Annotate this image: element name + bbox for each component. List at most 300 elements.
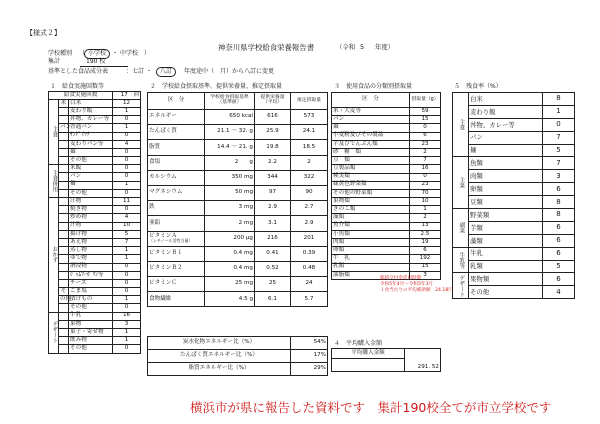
meal-subgroup [59,238,69,246]
meal-count: 0 [113,288,141,296]
food-row [332,165,441,173]
school-type-close: ） [144,50,151,57]
school-type-selected: 小学校 [84,49,110,59]
food-row [332,173,441,181]
ratio-row [148,337,328,350]
leftover-row [453,93,575,106]
meal-item: その他 [69,189,113,197]
food-row [332,255,441,263]
meal-subgroup: そ [59,288,69,296]
nutrient-name: カルシウム [148,170,205,185]
meal-count: 0 [113,271,141,279]
ratio-label: 脂質エネルギー比（%） [148,363,291,376]
leftover-rate: 7 [543,131,575,144]
nutrient-standard: 0.4 mg [205,261,255,276]
leftover-rate: 5 [543,144,575,157]
meal-subgroup [59,148,69,156]
meal-row [49,271,141,279]
meal-subgroup [59,312,69,320]
leftover-row [453,170,575,183]
meal-row [49,132,141,140]
meal-row [49,263,141,271]
meal-subgroup [59,116,69,124]
food-row [332,132,441,140]
leftover-item: 麺 [469,144,543,157]
food-category: 豆製品類 [332,165,410,173]
meal-item: 麺 [69,181,113,189]
meal-item: 麺 [69,148,113,156]
food-amount: 192 [410,255,441,263]
leftover-row [453,260,575,273]
food-row [332,198,441,206]
meal-subgroup [59,198,69,206]
meal-count: 0 [113,279,141,287]
leftover-group-label: 主食 [453,93,469,157]
meal-row [49,304,141,312]
leftover-table [452,92,575,299]
food-category: 小魚類 [332,230,410,238]
meal-count: 1 [113,296,141,304]
meal-count: 0 [113,304,141,312]
food-amount: 59 [410,108,441,116]
leftover-item: 果物類 [469,273,543,286]
meal-count-label: 給食実施回数 [49,92,113,100]
food-category: 魚介類 [332,222,410,230]
meal-count: 0 [113,189,141,197]
leftover-item: 麦わり飯 [469,105,543,118]
food-category: 豆 類 [332,157,410,165]
nutrition-row [148,261,328,276]
meal-count: 1 [113,124,141,132]
meal-row [49,255,141,263]
subsidy-note-line3: １食当たりの平均補助額 24.18円 [380,288,453,294]
meal-subgroup [59,165,69,173]
food-intake-table [331,92,441,280]
nutrition-row [148,231,328,246]
food-category: 藻類 [332,214,410,222]
nutrition-row [148,125,328,140]
meal-row [49,99,141,107]
leftover-group-label: 主菜 [453,157,469,209]
footer-annotation: 横浜市が県に報告した資料です 集計190校全てが市立学校です [190,400,552,415]
meal-count: 12 [113,99,141,107]
nutrient-standard: 650 kcal [205,110,255,125]
food-category: パン [332,116,410,124]
meal-subgroup [59,107,69,115]
food-amount: 6 [410,132,441,140]
meal-item: その他 [69,157,113,165]
nutrition-row [148,201,328,216]
meal-count: 11 [113,198,141,206]
ratio-value: 17% [291,350,328,363]
nutrient-standard: 0.4 mg [205,246,255,261]
leftover-item: 野菜類 [469,209,543,222]
s2-col-standard: 学校給食摂取基準（基準値） [205,93,255,110]
meal-subgroup [59,157,69,165]
leftover-rate: 8 [543,196,575,209]
ratio-value: 54% [291,337,328,350]
s2-col-item: 区 分 [148,93,205,110]
nutrient-subname: （レチノール活性当量） [149,238,193,244]
meal-item: 白米 [69,99,113,107]
meal-count: 1 [113,107,141,115]
nutrient-provided: 2.9 [255,201,291,216]
nutrition-row [148,277,328,292]
nutrition-row [148,292,328,307]
nutrient-provided: 0.41 [255,246,291,261]
meal-row [49,140,141,148]
leftover-item: その他 [469,286,543,299]
meal-subgroup [59,189,69,197]
food-row [332,181,441,189]
food-category: 麺 [332,124,410,132]
meal-count: 0 [113,116,141,124]
meal-item: 汁物 [69,198,113,206]
meal-row [49,198,141,206]
meal-item: ごま塩 [69,288,113,296]
standard-note: 年度途中（ 月）から八訂に変更 [184,68,275,75]
leftover-row [453,105,575,118]
leftover-row [453,144,575,157]
meal-count: 5 [113,230,141,238]
nutrient-provided: 616 [255,110,291,125]
meal-count: 1 [113,337,141,345]
food-category: 砂 糖 類 [332,148,410,156]
meal-item: 菓子・寄せ物 [69,329,113,337]
meal-subgroup [59,132,69,140]
meal-count: 0 [113,157,141,165]
meal-count: 1 [113,247,141,255]
leftover-row [453,221,575,234]
meal-count: 7 [113,238,141,246]
meal-row [49,206,141,214]
meal-row [49,181,141,189]
nutrient-name: 鉄 [148,201,205,216]
meal-row [49,165,141,173]
nutrient-name: 食物繊維 [148,292,205,307]
nutrient-name: 食塩 [148,155,205,170]
leftover-row [453,209,575,222]
meal-item: チーズ [69,279,113,287]
meal-subgroup [59,181,69,189]
meal-subgroup [59,329,69,337]
total-label: 集計 [48,58,61,65]
leftover-row [453,234,575,247]
food-category: 芋及びでんぷん類 [332,140,410,148]
meal-subgroup [59,206,69,214]
meal-item: 汁物 [69,222,113,230]
leftover-group-label: デザート [453,273,469,299]
form-label: 【様式２】 [26,29,61,37]
meal-item: パン [69,173,113,181]
meal-row [49,320,141,328]
s3-title: ３ 使用食品の分類別摂取量 [334,83,413,90]
nutrient-name: ビタミンＡ （レチノール活性当量） [148,231,205,246]
subsidy-note [380,276,453,295]
nutrient-provided: 216 [255,231,291,246]
nutrient-estimated: 322 [291,170,328,185]
meal-count: 0 [113,173,141,181]
leftover-item: 芋類 [469,221,543,234]
food-amount: 2 [410,148,441,156]
food-category: 緑黄色野菜類 [332,181,410,189]
meal-count: 0 [113,132,141,140]
nutrient-standard: 2 g [205,155,255,170]
food-amount: 10 [410,198,441,206]
meal-subgroup [59,271,69,279]
meal-item: ｼﾞｬﾑﾏｰｶﾞﾘﾝ等 [69,271,113,279]
food-amount: 19 [410,239,441,247]
food-category: きのこ類 [332,206,410,214]
meal-count: 1 [113,181,141,189]
nutrient-name: 脂質 [148,140,205,155]
leftover-row [453,286,575,299]
meal-item: 漬けもの [69,296,113,304]
meal-item: 果物 [69,320,113,328]
food-category: 種実類 [332,173,410,181]
nutrient-standard: 21.1 ～ 32. g [205,125,255,140]
food-category: 米・大麦等 [332,108,410,116]
leftover-item: 乳類 [469,260,543,273]
food-amount: 13 [410,222,441,230]
ratio-label: たんぱく質エネルギー比（%） [148,350,291,363]
meal-row [49,116,141,124]
meal-group-label: デザート [49,312,59,353]
meal-subgroup [59,320,69,328]
food-amount: 16 [410,165,441,173]
meal-count: 1 [113,255,141,263]
meal-row [49,288,141,296]
nutrient-estimated: 18.5 [291,140,328,155]
food-row [332,189,441,197]
leftover-rate: 5 [543,260,575,273]
leftover-row [453,131,575,144]
meal-subgroup [59,255,69,263]
meal-item: 飲み物 [69,337,113,345]
leftover-rate: 7 [543,157,575,170]
food-amount: 0 [410,173,441,181]
nutrient-provided: 97 [255,185,291,200]
s2-col-estimated: 推定摂取量 [291,93,328,110]
standard-label: 基準とした食品成分表 [48,68,109,75]
nutrient-standard: 200 μg [205,231,255,246]
leftover-rate: 3 [543,170,575,183]
meal-row [49,230,141,238]
food-category: 小麦粉及びその製品 [332,132,410,140]
meal-item: 牛乳 [69,312,113,320]
food-amount: 7 [410,157,441,165]
food-row [332,247,441,255]
food-row [332,148,441,156]
nutrient-name: ビタミンＢ２ [148,261,205,276]
nutrient-provided: 25 [255,277,291,292]
food-row [332,116,441,124]
meal-row [49,124,141,132]
food-row [332,157,441,165]
year-value: 5 [360,43,365,51]
nutrient-standard: 3 mg [205,201,255,216]
food-amount: 1 [410,206,441,214]
nutrient-name: エネルギー [148,110,205,125]
meal-item: 蒸し物 [69,247,113,255]
meal-count: 0 [113,345,141,353]
food-category: その他の野菜類 [332,189,410,197]
meal-row [49,329,141,337]
s3-col-item: 区 分 [332,93,410,108]
nutrient-name: 亜鉛 [148,216,205,231]
leftover-rate: 6 [543,221,575,234]
nutrient-estimated: 90 [291,185,328,200]
year-suffix: 年度） [375,43,395,51]
purchase-value: 291. 52 [405,349,441,372]
leftover-row [453,157,575,170]
food-category: 果物類 [332,198,410,206]
meal-count-value: 17 回 [113,92,141,100]
meal-subgroup [59,247,69,255]
food-row [332,108,441,116]
meal-subgroup: 米 [59,99,69,107]
leftover-row [453,183,575,196]
nutrient-estimated: 0.39 [291,246,328,261]
meal-item: あえ物 [69,238,113,246]
nutrient-standard: 2 mg [205,216,255,231]
meal-item: ゆで物 [69,255,113,263]
food-row [332,263,441,271]
leftover-item: 卵類 [469,183,543,196]
nutrition-row [148,155,328,170]
nutrient-provided: 2.2 [255,155,291,170]
s3-col-amount: 摂取量（g） [410,93,441,108]
meal-count: 4 [113,214,141,222]
leftover-item: 魚類 [469,157,543,170]
meal-item: 普通パン [69,124,113,132]
nutrition-row [148,185,328,200]
leftover-item: 牛乳 [469,247,543,260]
meal-item: 焼き物 [69,206,113,214]
leftover-item: 豆類 [469,196,543,209]
meal-subgroup [59,214,69,222]
meal-count: 16 [113,312,141,320]
meal-item: 炒め物 [69,214,113,222]
meal-count: 1 [113,329,141,337]
meal-row [49,214,141,222]
meal-subgroup [59,173,69,181]
nutrient-standard: 25 mg [205,277,255,292]
meal-item: 米飯 [69,165,113,173]
meal-count: 10 [113,222,141,230]
leftover-rate: 6 [543,273,575,286]
leftover-item: 肉類 [469,170,543,183]
meal-count: 3 [113,320,141,328]
nutrient-standard: 350 mg [205,170,255,185]
leftover-row [453,273,575,286]
meal-row [49,107,141,115]
energy-ratio-table [147,336,328,376]
nutrient-provided: 0.52 [255,261,291,276]
leftover-row [453,247,575,260]
food-amount: 2.5 [410,230,441,238]
meal-count: 0 [113,148,141,156]
meal-subgroup [59,279,69,287]
s2-col-provided: 提供栄養量（平均） [255,93,291,110]
nutrition-table [147,92,328,307]
food-amount: 0 [410,124,441,132]
food-amount: 15 [410,263,441,271]
leftover-group-label: 副菜 [453,209,469,248]
meal-row [49,279,141,287]
leftover-rate: 6 [543,183,575,196]
meal-subgroup [59,222,69,230]
standard-prefix: ：七訂 [126,68,145,75]
food-category: 油脂類 [332,271,410,279]
nutrient-provided: 6.1 [255,292,291,307]
standard-selected: 八訂 [156,67,176,77]
meal-row [49,247,141,255]
meal-row [49,238,141,246]
food-amount: 23 [410,140,441,148]
food-category: 肉類 [332,239,410,247]
meal-group-label: 主食併用 [49,165,59,198]
nutrient-name: マグネシウム [148,185,205,200]
meal-item: その他 [69,304,113,312]
meal-subgroup [59,230,69,238]
meal-count: 0 [113,206,141,214]
meal-row [49,148,141,156]
food-amount: 6 [410,247,441,255]
leftover-row [453,118,575,131]
food-amount: 15 [410,116,441,124]
meal-item: 麦わり飯 [69,107,113,115]
meal-count: 0 [113,165,141,173]
nutrient-estimated: 24.1 [291,125,328,140]
nutrient-provided: 25.9 [255,125,291,140]
nutrient-estimated: 2 [291,155,328,170]
food-row [332,214,441,222]
meal-row [49,157,141,165]
meal-subgroup [59,337,69,345]
ratio-row [148,350,328,363]
leftover-rate: 1 [543,105,575,118]
food-category: 牛 乳 [332,255,410,263]
nutrition-row [148,246,328,261]
nutrient-provided: 3.1 [255,216,291,231]
food-amount: 23 [410,181,441,189]
standard-sep: ・ [146,68,153,75]
meal-group-label: おかず [49,198,59,313]
meal-item: 酒浸物 [69,263,113,271]
page-title: 神奈川県学校給食栄養報告書 [218,43,315,52]
s2-title: ２ 学校給食摂取基準、提供栄養量、推定摂取量 [150,83,283,90]
food-amount: 2 [410,214,441,222]
leftover-rate: 8 [543,93,575,106]
meal-count: 4 [113,140,141,148]
food-row [332,140,441,148]
total-value: 190 校 [86,58,106,65]
nutrition-row [148,110,328,125]
year-era: （令和 [336,43,356,51]
ratio-value: 29% [291,363,328,376]
nutrient-estimated: 24 [291,277,328,292]
leftover-group-label: 牛乳等 [453,247,469,273]
leftover-rate: 8 [543,209,575,222]
s1-title: １ 給食実施回数等 [50,83,105,90]
school-type-label: 学校種別 [48,50,73,57]
nutrient-estimated: 573 [291,110,328,125]
school-type-sep: ・ [112,50,119,57]
subsidy-note-line2: 令和5年4月～令和5年3月 [380,282,434,288]
meal-row [49,222,141,230]
s4-title: ４ 平均購入金額 [334,340,383,347]
